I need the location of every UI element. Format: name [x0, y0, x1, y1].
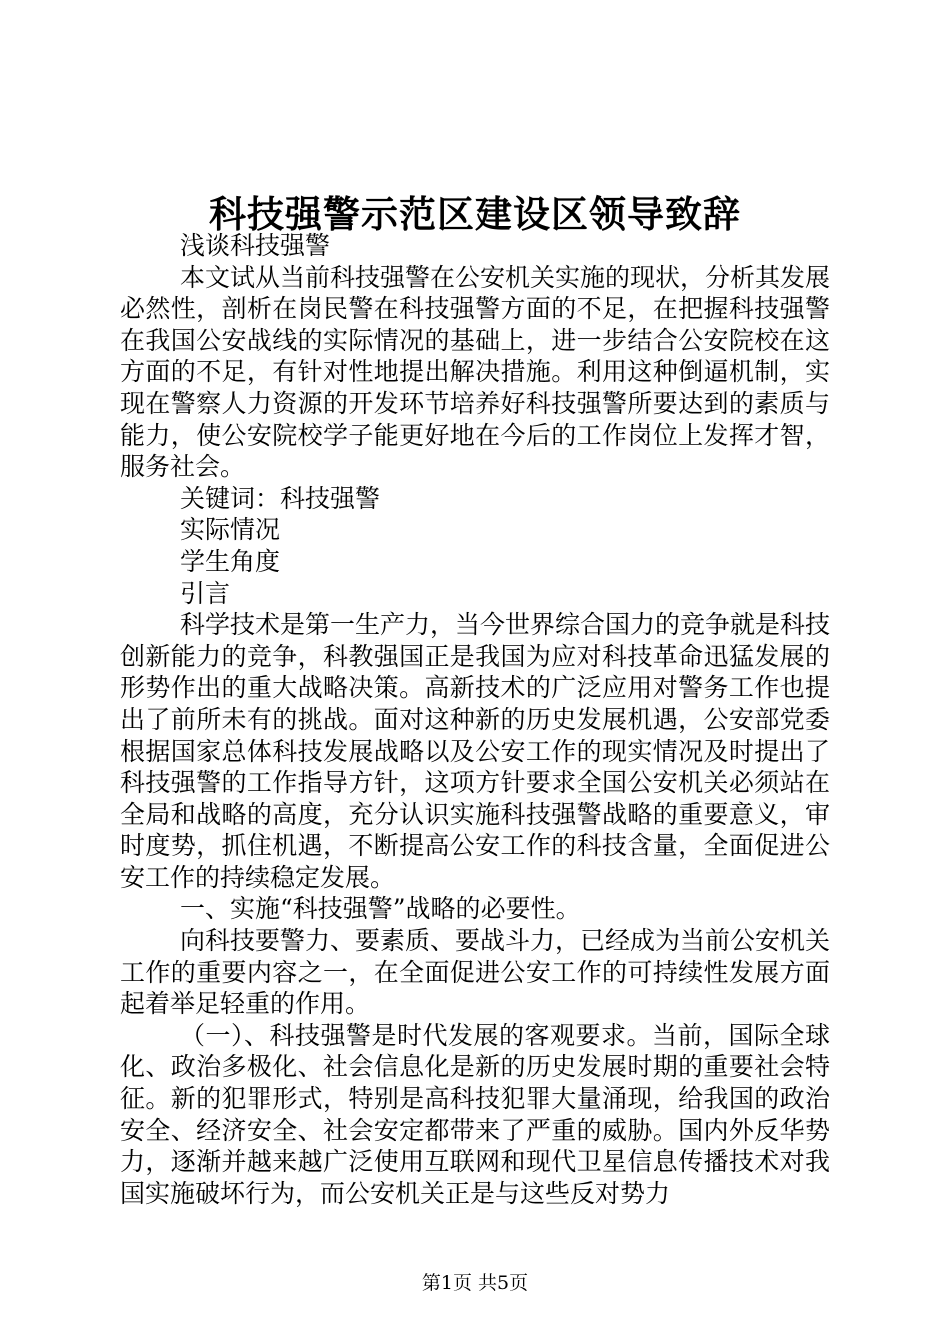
paragraph-abstract: 本文试从当前科技强警在公安机关实施的现状，分析其发展必然性，剖析在岗民警在科技强警方面的不足，在把握科技强警在我国公安战线的实际情况的基础上，进一步结合公安院校在这方面的不足，有针对性地提出解决措施。利用这种倒逼机制，实现在警察人力资源的开发环节培养好科技强警所要达到的素质与能力，使公安院校学子能更好地在今后的工作岗位上发挥才智，服务社会。	[120, 262, 831, 482]
paragraph-section-1: 向科技要警力、要素质、要战斗力，已经成为当前公安机关工作的重要内容之一，在全面促进公安工作的可持续性发展方面起着举足轻重的作用。	[120, 926, 831, 1019]
paragraph-keyword-3: 学生角度	[180, 546, 281, 576]
paragraph-intro: 科学技术是第一生产力，当今世界综合国力的竞争就是科技创新能力的竞争，科教强国正是我国为应对科技革命迅猛发展的形势作出的重大战略决策。高新技术的广泛应用对警务工作也提出了前所未有的挑战。面对这种新的历史发展机遇，公安部党委根据国家总体科技发展战略以及公安工作的现实情况及时提出了科技强警的工作指导方针，这项方针要求全国公安机关必须站在全局和战略的高度，充分认识实施科技强警战略的重要意义，审时度势，抓住机遇，不断提高公安工作的科技含量，全面促进公安工作的持续稳定发展。	[120, 610, 831, 892]
page-footer: 第1页 共5页	[421, 1272, 529, 1294]
section-heading-1: 一、实施“科技强警”战略的必要性。	[180, 894, 581, 924]
paragraph-subtitle: 浅谈科技强警	[180, 231, 331, 260]
paragraph-subsection-1: （一）、科技强警是时代发展的客观要求。当前，国际全球化、政治多极化、社会信息化是新的历史发展时期的重要社会特征。新的犯罪形式，特别是高科技犯罪大量涌现，给我国的政治安全、经济安全、社会安定都带来了严重的威胁。国内外反华势力，逐渐并越来越广泛使用互联网和现代卫星信息传播技术对我国实施破坏行为，而公安机关正是与这些反对势力	[120, 1020, 830, 1208]
document-body	[120, 230, 830, 1209]
paragraph-keywords: 关键词：科技强警	[180, 483, 381, 513]
document-title: 科技强警示范区建设区领导致辞	[209, 193, 741, 236]
paragraph-intro-heading: 引言	[180, 578, 231, 608]
paragraph-keyword-2: 实际情况	[180, 515, 281, 545]
